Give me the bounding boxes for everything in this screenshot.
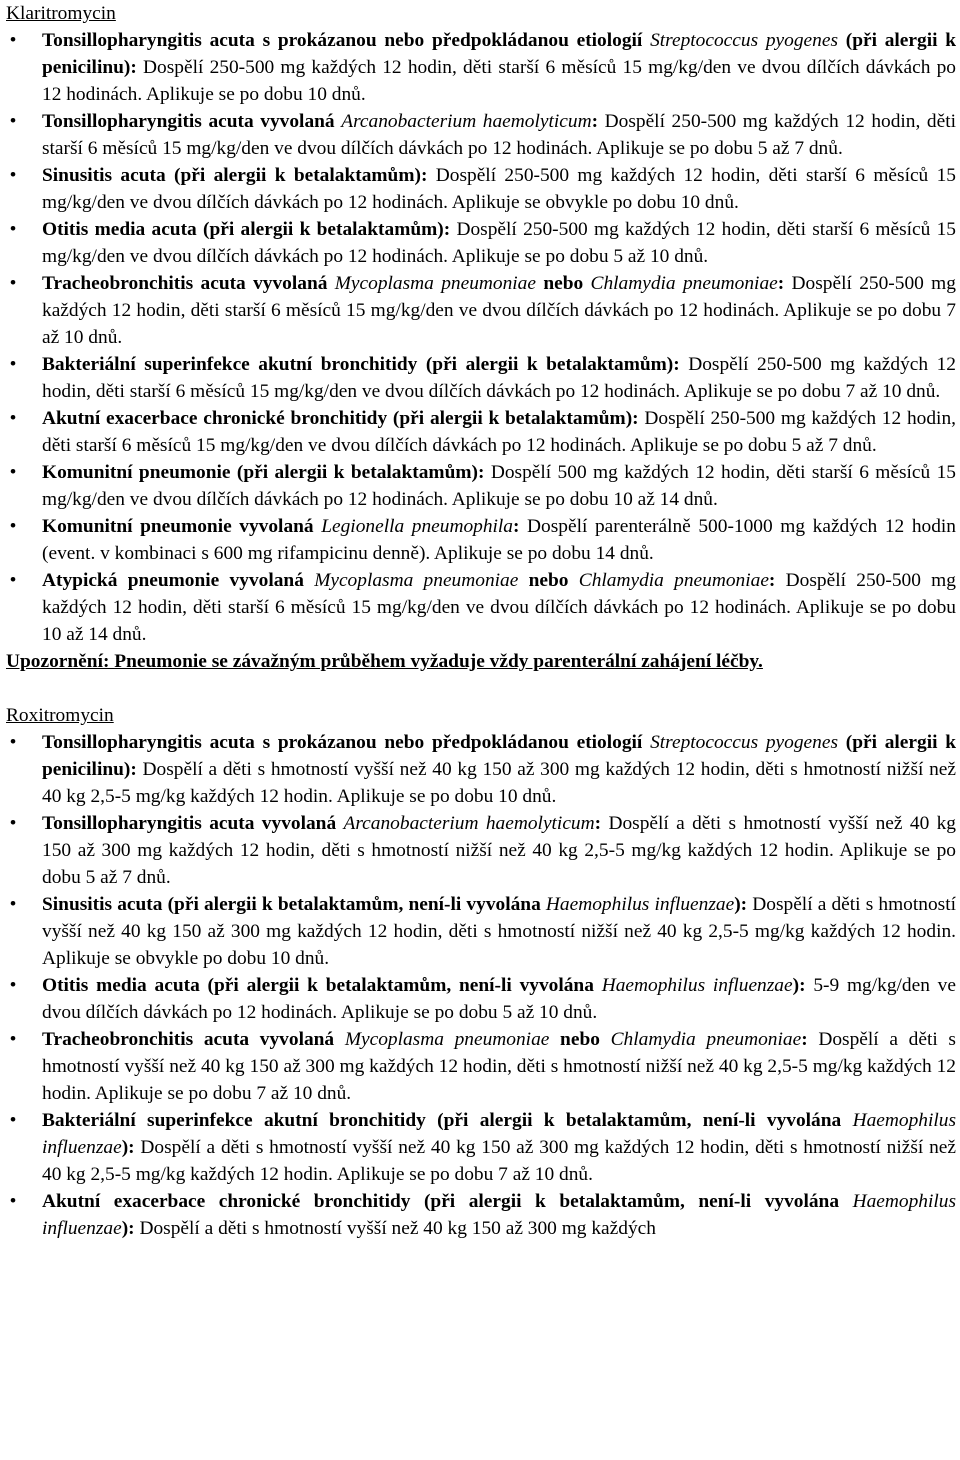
indication-item [6,1107,956,1188]
dosage-text: Dospělí 250-500 mg každých 12 hodin, děti starší 6 měsíců 15 mg/kg/den ve dvou dílčích dávkách po 12 hodinách. Aplikuje se po dobu 5 až 10 dnů. [42,219,957,267]
indication-heading-text: Otitis media acuta (při alergii k betalaktamům): [42,219,451,240]
dosage-text: Dospělí a děti s hmotností vyšší než 40 kg 150 až 300 mg každých 12 hodin, děti s hmotností nižší než 40 kg 2,5-5 mg/kg každých 12 hodin. Aplikuje se po dobu 7 až 10 dnů. [42,1137,956,1185]
indication-heading-text: nebo [518,570,579,591]
dosage-text: Dospělí 250-500 mg každých 12 hodin, děti starší 6 měsíců 15 mg/kg/den ve dvou dílčích dávkách po 12 hodinách. Aplikuje se po dobu 10 až 14 dnů. [42,570,956,645]
bullet-icon: • [9,219,17,240]
organism-name: Chlamydia pneumoniae [590,273,778,294]
bullet-icon: • [9,273,17,294]
dosage-text: Dospělí 250-500 mg každých 12 hodin, děti starší 6 měsíců 15 mg/kg/den ve dvou dílčích dávkách po 12 hodinách. Aplikuje se po dobu 5 až 7 dnů. [42,111,957,159]
bullet-icon: • [9,516,17,537]
indication-heading-text: Tonsillopharyngitis acuta vyvolaná [42,813,344,834]
indication-heading-text: : [768,570,776,591]
indication-heading-text: Komunitní pneumonie (při alergii k betalaktamům): [42,462,485,483]
bullet-icon: • [9,408,17,429]
bullet-icon: • [9,462,17,483]
bullet-icon: • [9,1191,17,1212]
indication-heading-text: Tracheobronchitis acuta vyvolaná [42,273,335,294]
bullet-icon: • [9,165,17,186]
section-spacer [6,675,956,702]
organism-name: Haemophilus influenzae [42,1191,956,1239]
organism-name: Haemophilus influenzae [545,894,735,915]
indication-heading-text: (při alergii k penicilinu): [42,30,957,78]
indication-item [6,459,956,513]
indication-heading-text: ): [792,975,806,996]
dosage-text: Dospělí 250-500 mg každých 12 hodin, děti starší 6 měsíců 15 mg/kg/den ve dvou dílčích dávkách po 12 hodinách. Aplikuje se po dobu 10 dnů. [42,57,956,105]
indication-heading-text: Atypická pneumonie vyvolaná [42,570,315,591]
indication-item [6,513,956,567]
indication-heading-text: ): [121,1137,135,1158]
dosage-text: Dospělí parenterálně 500-1000 mg každých 12 hodin (event. v kombinaci s 600 mg rifampicinu denně). Aplikuje se po dobu 14 dnů. [42,516,956,564]
organism-name: Mycoplasma pneumoniae [314,570,519,591]
indication-heading-text: Tracheobronchitis acuta vyvolaná [42,1029,345,1050]
dosage-text: Dospělí a děti s hmotností vyšší než 40 kg 150 až 300 mg každých 12 hodin, děti s hmotností nižší než 40 kg 2,5-5 mg/kg každých 12 hodin. Aplikuje se po dobu 5 až 7 dnů. [42,813,957,888]
dosage-text: Dospělí a děti s hmotností vyšší než 40 kg 150 až 300 mg každých [134,1218,656,1239]
organism-name: Streptococcus pyogenes [650,30,838,51]
indication-item [6,810,956,891]
dosage-text: Dospělí 250-500 mg každých 12 hodin, děti starší 6 měsíců 15 mg/kg/den ve dvou dílčích dávkách po 12 hodinách. Aplikuje se po dobu 5 až 7 dnů. [42,408,956,456]
indication-heading-text: : [591,111,599,132]
indication-item [6,27,956,108]
indication-item [6,972,956,1026]
indication-heading-text: nebo [535,273,591,294]
indication-item [6,567,956,648]
organism-name: Streptococcus pyogenes [650,732,838,753]
bullet-icon: • [9,975,17,996]
indication-item [6,405,956,459]
bullet-icon: • [9,30,17,51]
indication-heading-text: : [801,1029,808,1050]
indication-heading-text: ): [734,894,748,915]
organism-name: Chlamydia pneumoniae [578,570,769,591]
organism-name: Legionella pneumophila [321,516,513,537]
pneumonia-warning: Upozornění: Pneumonie se závažným průběhem vyžaduje vždy parenterální zahájení léčby. [6,651,763,672]
klaritromycin-indication-list [6,27,956,648]
organism-name: Haemophilus influenzae [42,1110,956,1158]
bullet-icon: • [9,1029,17,1050]
indication-heading-text: Sinusitis acuta (při alergii k betalaktamům): [42,165,428,186]
indication-item [6,891,956,972]
organism-name: Chlamydia pneumoniae [610,1029,802,1050]
indication-heading-text: Tonsillopharyngitis acuta vyvolaná [42,111,342,132]
organism-name: Haemophilus influenzae [601,975,793,996]
indication-heading-text: : [594,813,602,834]
indication-heading-text: Tonsillopharyngitis acuta s prokázanou nebo předpokládanou etiologií [42,30,651,51]
indication-heading-text: Komunitní pneumonie vyvolaná [42,516,322,537]
section-title-klaritromycin: Klaritromycin [6,3,116,24]
indication-heading-text: Bakteriální superinfekce akutní bronchitidy (při alergii k betalaktamům): [42,354,680,375]
bullet-icon: • [9,813,17,834]
indication-heading-text: Otitis media acuta (při alergii k betalaktamům, není-li vyvolána [42,975,602,996]
indication-heading-text: Akutní exacerbace chronické bronchitidy (při alergii k betalaktamům, není-li vyvolána [42,1191,853,1212]
bullet-icon: • [9,570,17,591]
bullet-icon: • [9,354,17,375]
indication-heading-text: ): [121,1218,135,1239]
organism-name: Arcanobacterium haemolyticum [341,111,592,132]
dosage-text: 5-9 mg/kg/den ve dvou dílčích dávkách po 12 hodinách. Aplikuje se po dobu 5 až 10 dnů. [42,975,956,1023]
bullet-icon: • [9,111,17,132]
indication-heading-text: (při alergii k penicilinu): [42,732,957,780]
dosage-text: Dospělí 250-500 mg každých 12 hodin, děti starší 6 měsíců 15 mg/kg/den ve dvou dílčích dávkách po 12 hodinách. Aplikuje se po dobu 7 až 10 dnů. [42,354,956,402]
organism-name: Arcanobacterium haemolyticum [343,813,595,834]
indication-item [6,729,956,810]
indication-item [6,216,956,270]
indication-heading-text: : [513,516,520,537]
indication-heading-text: nebo [549,1029,611,1050]
indication-item [6,270,956,351]
dosage-text: Dospělí 250-500 mg každých 12 hodin, děti starší 6 měsíců 15 mg/kg/den ve dvou dílčích dávkách po 12 hodinách. Aplikuje se po dobu 7 až 10 dnů. [42,273,956,348]
bullet-icon: • [9,894,17,915]
indication-heading-text: : [777,273,785,294]
document [6,0,956,1242]
section-title-roxitromycin: Roxitromycin [6,705,114,726]
indication-item [6,351,956,405]
indication-item [6,162,956,216]
indication-item [6,1026,956,1107]
dosage-text: Dospělí a děti s hmotností vyšší než 40 kg 150 až 300 mg každých 12 hodin, děti s hmotností nižší než 40 kg 2,5-5 mg/kg každých 12 hodin. Aplikuje se po dobu 10 dnů. [42,759,956,807]
indication-heading-text: Tonsillopharyngitis acuta s prokázanou nebo předpokládanou etiologií [42,732,651,753]
indication-heading-text: Sinusitis acuta (při alergii k betalaktamům, není-li vyvolána [42,894,546,915]
indication-heading-text: Akutní exacerbace chronické bronchitidy (při alergii k betalaktamům): [42,408,639,429]
dosage-text: Dospělí 250-500 mg každých 12 hodin, děti starší 6 měsíců 15 mg/kg/den ve dvou dílčích dávkách po 12 hodinách. Aplikuje se obvykle po dobu 10 dnů. [42,165,956,213]
roxitromycin-indication-list [6,729,956,1242]
dosage-text: Dospělí a děti s hmotností vyšší než 40 kg 150 až 300 mg každých 12 hodin, děti s hmotností nižší než 40 kg 2,5-5 mg/kg každých 12 hodin. Aplikuje se obvykle po dobu 10 dnů. [42,894,956,969]
dosage-text: Dospělí 500 mg každých 12 hodin, děti starší 6 měsíců 15 mg/kg/den ve dvou dílčích dávkách po 12 hodinách. Aplikuje se po dobu 10 až 14 dnů. [42,462,956,510]
indication-item [6,108,956,162]
indication-item [6,1188,956,1242]
bullet-icon: • [9,732,17,753]
bullet-icon: • [9,1110,17,1131]
organism-name: Mycoplasma pneumoniae [334,273,536,294]
indication-heading-text: Bakteriální superinfekce akutní bronchitidy (při alergii k betalaktamům, není-li vyvolána [42,1110,853,1131]
dosage-text: Dospělí a děti s hmotností vyšší než 40 kg 150 až 300 mg každých 12 hodin, děti s hmotností nižší než 40 kg 2,5-5 mg/kg každých 12 hodin. Aplikuje se po dobu 7 až 10 dnů. [42,1029,956,1104]
organism-name: Mycoplasma pneumoniae [344,1029,550,1050]
